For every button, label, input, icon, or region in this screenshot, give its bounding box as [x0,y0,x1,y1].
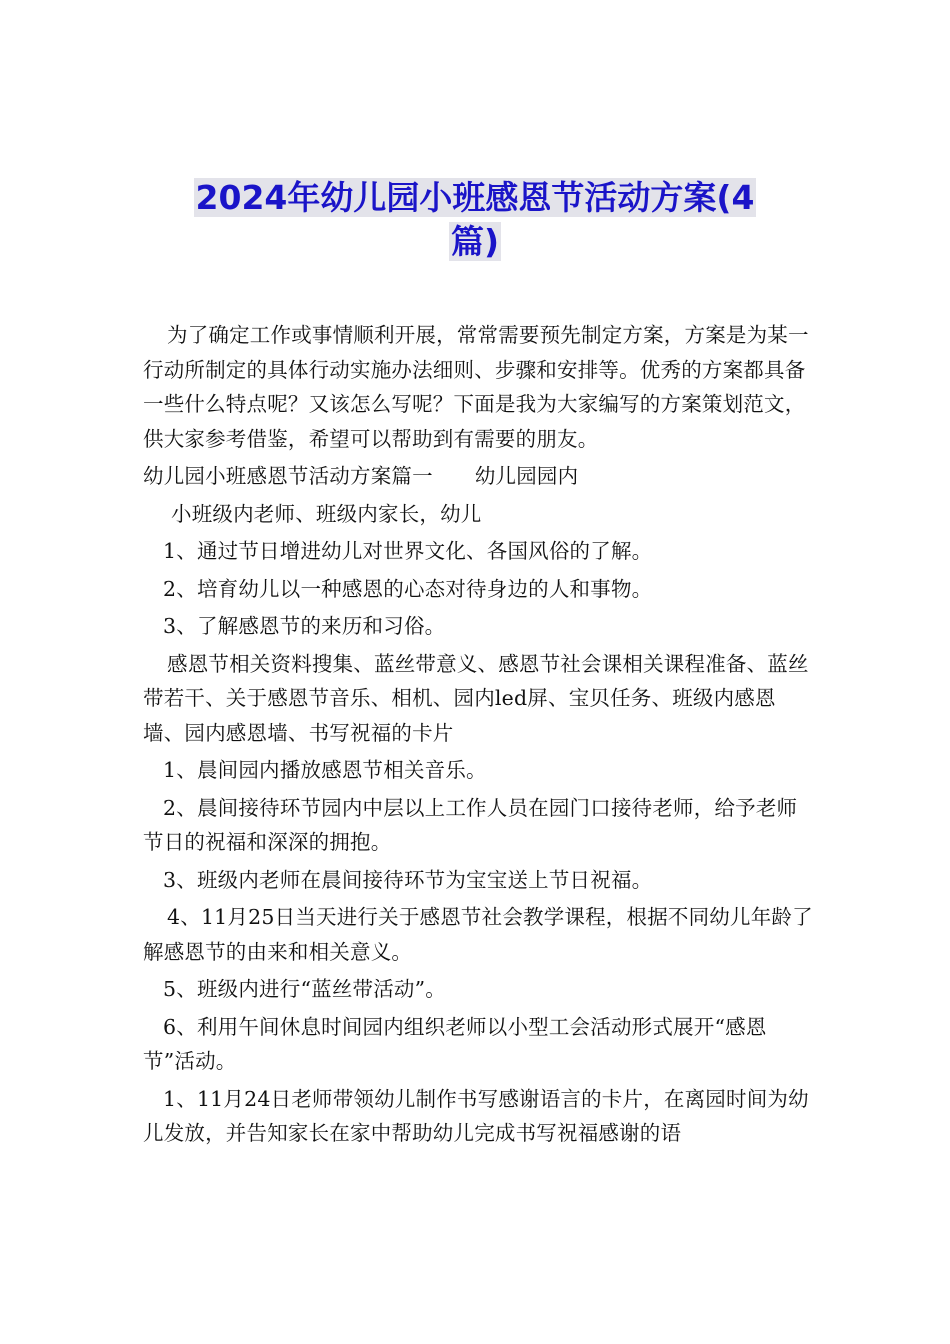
document-body [143,318,815,1154]
section-heading-row [143,459,815,494]
process-step-4: 4、11月25日当天进行关于感恩节社会教学课程，根据不同幼儿年龄了解感恩节的由来和相关意义。 [143,905,813,964]
document-title-line-2: 篇) [450,222,500,261]
goal-item-2: 2、培育幼儿以一种感恩的心态对待身边的人和事物。 [163,576,653,601]
process-step-1: 1、晨间园内播放感恩节相关音乐。 [163,758,487,782]
goal-item-3: 3、了解感恩节的来历和习俗。 [163,614,446,638]
goal-item-1: 1、通过节日增进幼儿对世界文化、各国风俗的了解。 [163,539,653,563]
document-title-line-1: 2024年幼儿园小班感恩节活动方案(4 [195,178,755,217]
participants-paragraph: 小班级内老师、班级内家长，幼儿 [171,501,482,526]
process-step-3: 3、班级内老师在晨间接待环节为宝宝送上节日祝福。 [163,867,653,892]
process-step-5: 5、班级内进行“蓝丝带活动”。 [163,977,447,1001]
document-title [140,176,810,264]
section-title: 幼儿园小班感恩节活动方案篇一 [143,464,433,488]
activity-location: 幼儿园园内 [474,464,579,488]
preparation-step-1: 1、11月24日老师带领幼儿制作书写感谢语言的卡片，在离园时间为幼儿发放，并告知家长在家中帮助幼儿完成书写祝福感谢的语 [143,1086,809,1145]
process-step-2: 2、晨间接待环节园内中层以上工作人员在园门口接待老师，给予老师节日的祝福和深深的拥抱。 [143,795,798,854]
materials-paragraph: 感恩节相关资料搜集、蓝丝带意义、感恩节社会课相关课程准备、蓝丝带若干、关于感恩节音乐、相机、园内led屏、宝贝任务、班级内感恩墙、园内感恩墙、书写祝福的卡片 [143,651,809,745]
process-step-6: 6、利用午间休息时间园内组织老师以小型工会活动形式展开“感恩节”活动。 [143,1014,767,1073]
intro-paragraph: 为了确定工作或事情顺利开展，常常需要预先制定方案，方案是为某一行动所制定的具体行动实施办法细则、步骤和安排等。优秀的方案都具备一些什么特点呢？又该怎么写呢？下面是我为大家编写的方案策划范文，供大家参考借鉴，希望可以帮助到有需要的朋友。 [143,323,809,451]
